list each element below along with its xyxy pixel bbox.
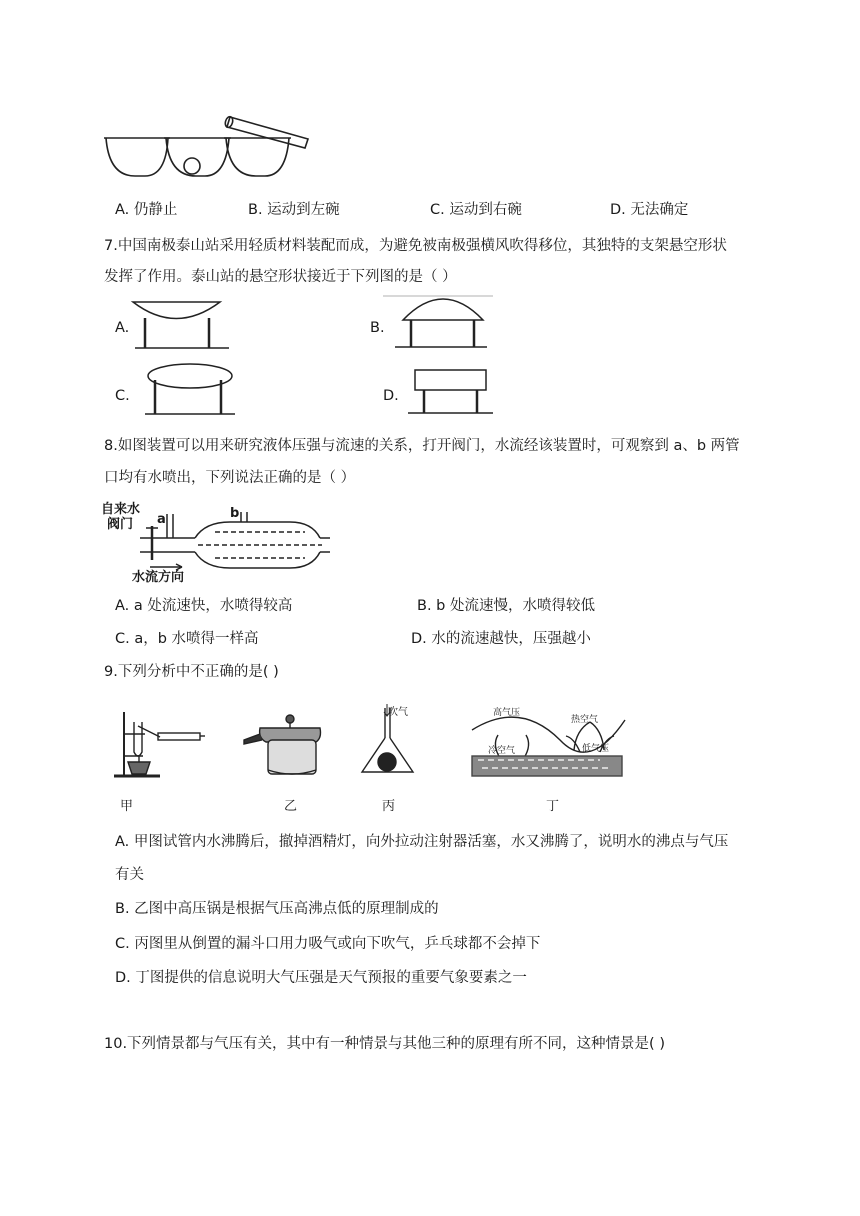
q7-option-a-label[interactable]: A. <box>115 320 130 336</box>
shape-d-box <box>415 370 486 390</box>
figure-jia <box>114 712 205 776</box>
label-a: a <box>157 512 166 527</box>
caption-ding: 丁 <box>546 799 560 814</box>
q9-option-d[interactable]: D. 丁图提供的信息说明大气压强是天气预报的重要气象要素之一 <box>115 970 527 986</box>
q10-stem: 10.下列情景都与气压有关，其中有一种情景与其他三种的原理有所不同，这种情景是( ) <box>104 1036 665 1052</box>
q7-stem-line1: 7.中国南极泰山站采用轻质材料装配而成，为避免被南极强横风吹得移位，其独特的支架悬空形状 <box>104 238 727 254</box>
q7-option-c-label[interactable]: C. <box>115 388 130 404</box>
shape-c-ellipse <box>148 364 232 388</box>
q7-option-d-label[interactable]: D. <box>383 388 399 404</box>
q8-option-d[interactable]: D. 水的流速越快，压强越小 <box>411 631 591 647</box>
q6-option-c[interactable]: C. 运动到右碗 <box>430 202 522 218</box>
label-high-pressure: 高气压 <box>493 708 521 718</box>
caption-yi: 乙 <box>284 799 298 814</box>
label-hot-air: 热空气 <box>571 715 599 725</box>
label-valve: 阀门 <box>107 517 134 532</box>
caption-bing: 丙 <box>382 799 396 814</box>
q7-option-b-label[interactable]: B. <box>370 320 385 336</box>
q6-option-a[interactable]: A. 仍静止 <box>115 202 178 218</box>
label-blow: 吹气 <box>388 707 408 718</box>
label-cold-air: 冷空气 <box>488 746 516 756</box>
figure-yi <box>244 715 321 774</box>
shape-b-dome <box>403 299 483 320</box>
q7-stem-line2: 发挥了作用。泰山站的悬空形状接近于下列图的是（ ） <box>104 269 457 285</box>
shape-a-bowl <box>133 302 220 319</box>
label-flow-direction: 水流方向 <box>132 570 185 585</box>
q8-option-a[interactable]: A. a 处流速快，水喷得较高 <box>115 598 293 614</box>
q6-option-d[interactable]: D. 无法确定 <box>610 202 689 218</box>
q9-option-a-line2[interactable]: 有关 <box>115 867 144 883</box>
q8-stem-line2: 口均有水喷出，下列说法正确的是（ ） <box>104 470 356 486</box>
q9-option-c[interactable]: C. 丙图里从倒置的漏斗口用力吸气或向下吹气，乒乓球都不会掉下 <box>115 936 541 952</box>
caption-jia: 甲 <box>120 799 134 814</box>
label-b: b <box>230 506 240 521</box>
label-low-pressure: 低气压 <box>582 744 610 754</box>
q9-stem: 9.下列分析中不正确的是( ) <box>104 664 279 680</box>
q9-option-b[interactable]: B. 乙图中高压锅是根据气压高沸点低的原理制成的 <box>115 901 439 917</box>
q9-option-a-line1[interactable]: A. 甲图试管内水沸腾后，撤掉酒精灯，向外拉动注射器活塞，水又沸腾了，说明水的沸点与气压 <box>115 834 729 850</box>
q8-stem-line1: 8.如图装置可以用来研究液体压强与流速的关系，打开阀门，水流经该装置时，可观察到 a、b 两管 <box>104 438 740 454</box>
q8-option-c[interactable]: C. a，b 水喷得一样高 <box>115 631 259 647</box>
label-tap: 自来水 <box>101 502 141 517</box>
q8-option-b[interactable]: B. b 处流速慢，水喷得较低 <box>417 598 595 614</box>
q6-option-b[interactable]: B. 运动到左碗 <box>248 202 340 218</box>
